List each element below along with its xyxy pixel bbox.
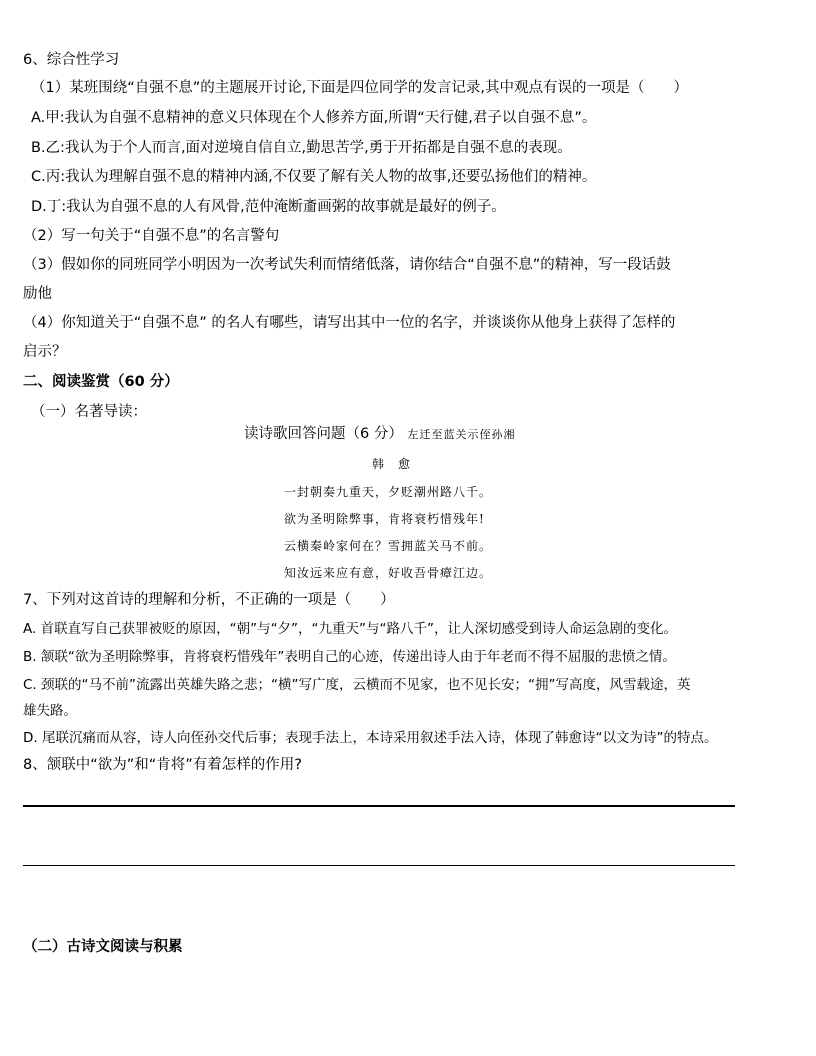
poem-heading (244, 424, 515, 445)
section-2-sub-2: （二）古诗文阅读与积累 (23, 939, 183, 955)
question-7-option-c-line-1: C. 颈联的“马不前”流露出英雄失路之悲；“横”写广度，云横而不见家，也不见长安；“拥”写高度，风雪载途，英 (23, 677, 691, 693)
question-6-part-4-line-2: 启示？ (23, 344, 67, 360)
question-6-option-c: C.丙:我认为理解自强不息的精神内涵,不仅要了解有关人物的故事,还要弘扬他们的精神。 (31, 169, 597, 185)
question-6-option-a: A.甲:我认为自强不息精神的意义只体现在个人修养方面,所谓“天行健,君子以自强不息”。 (31, 110, 597, 126)
question-7-option-c-line-2: 雄失路。 (23, 703, 77, 719)
question-6-heading: 6、综合性学习 (23, 52, 120, 68)
question-8-stem: 8、颔联中“欲为”和“肯将”有着怎样的作用? (23, 757, 302, 773)
poem-line-3: 云横秦岭家何在？雪拥蓝关马不前。 (284, 539, 493, 553)
poem-line-4: 知汝远来应有意，好收吾骨瘴江边。 (284, 566, 493, 580)
answer-line-1 (23, 805, 735, 807)
answer-line-2 (23, 865, 735, 866)
question-7-option-b: B. 颔联“欲为圣明除弊事，肯将衰朽惜残年”表明自己的心迹，传递出诗人由于年老而不得不屈服的悲愤之情。 (23, 649, 676, 665)
section-2-heading: 二、阅读鉴赏（60 分） (23, 374, 179, 390)
question-7-option-d: D. 尾联沉痛而从容，诗人向侄孙交代后事；表现手法上，本诗采用叙述手法入诗，体现了韩愈诗“以文为诗”的特点。 (23, 730, 718, 746)
poem-line-1: 一封朝奏九重天，夕贬潮州路八千。 (284, 485, 493, 499)
poem-line-2: 欲为圣明除弊事，肯将衰朽惜残年! (284, 512, 485, 526)
poem-question-title: 读诗歌回答问题（6 分） (244, 426, 403, 442)
question-6-option-b: B.乙:我认为于个人而言,面对逆境自信自立,勤思苦学,勇于开拓都是自强不息的表现。 (31, 140, 572, 156)
section-2-sub-1: （一）名著导读： (31, 404, 147, 420)
question-6-part-2: （2）写一句关于“自强不息”的名言警句 (23, 228, 280, 244)
question-6-part-4-line-1: （4）你知道关于“自强不息” 的名人有哪些，请写出其中一位的名字，并谈谈你从他身上获得了怎样的 (23, 315, 676, 331)
poem-name: 左迁至蓝关示侄孙湘 (407, 428, 516, 441)
question-6-part-3-line-2: 励他 (23, 286, 52, 302)
question-6-option-d: D.丁:我认为自强不息的人有风骨,范仲淹断齑画粥的故事就是最好的例子。 (31, 199, 506, 215)
poem-author: 韩 愈 (372, 457, 412, 471)
question-6-part-3-line-1: （3）假如你的同班同学小明因为一次考试失利而情绪低落，请你结合“自强不息”的精神，写一段话鼓 (23, 257, 671, 273)
question-6-part-1: （1）某班围绕“自强不息”的主题展开讨论,下面是四位同学的发言记录,其中观点有误的一项是（ ） (31, 80, 688, 96)
question-7-stem: 7、下列对这首诗的理解和分析，不正确的一项是（ ） (23, 592, 395, 608)
question-7-option-a: A. 首联直写自己获罪被贬的原因，“朝”与“夕”，“九重天”与“路八千”，让人深切感受到诗人命运急剧的变化。 (23, 621, 678, 637)
